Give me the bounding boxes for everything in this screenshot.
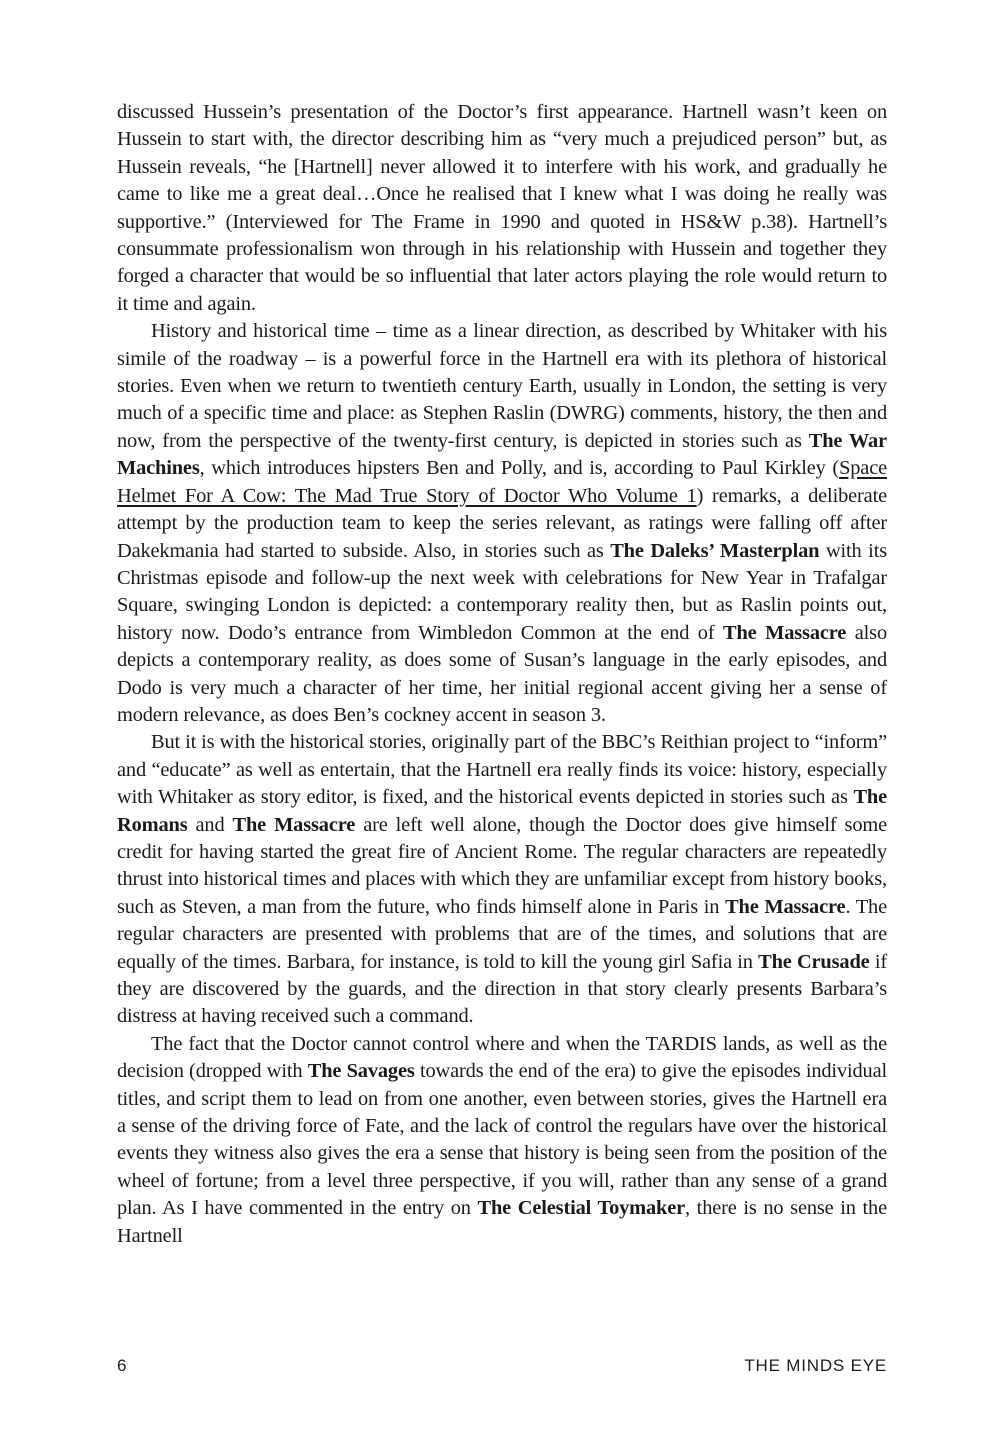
text-run: ) remarks, a deliberate attempt by the production team to keep the series relevant, as ratings were falling off after Dakekmania had started to subside. Also, in stories such as: [117, 484, 887, 562]
text-run: The fact that the Doctor cannot control where and when the TARDIS lands, as well as the decision (dropped with: [117, 1032, 887, 1083]
text-run: The Savages: [307, 1060, 415, 1083]
text-run: The Massacre: [232, 813, 356, 836]
paragraph: [117, 1031, 887, 1250]
page-footer: [117, 1356, 887, 1376]
paragraph: [117, 729, 887, 1030]
page-number: 6: [117, 1356, 127, 1375]
text-run: History and historical time – time as a linear direction, as described by Whitaker with his simile of the roadway – is a powerful force in the Hartnell era with its plethora of historical stories. Even when we return to twentieth century Earth, usually in London, the setting is very much of a specific time and place: as Stephen Raslin (DWRG) comments, history, the then and now, from the perspective of the twenty-first century, is depicted in stories such as: [117, 320, 887, 452]
text-run: But it is with the historical stories, originally part of the BBC’s Reithian project to “inform” and “educate” as well as entertain, that the Hartnell era really finds its voice: history, especially with Whitaker as story editor, is fixed, and the historical events depicted in stories such as: [117, 731, 887, 809]
text-run: The Romans: [117, 786, 887, 836]
page-body: [117, 99, 887, 1250]
text-run: towards the end of the era) to give the episodes individual titles, and script them to lead on from one another, even between stories, gives the Hartnell era a sense of the driving force of Fate, and the lack of control the regulars have over the historical events they witness also gives the era a sense that history is being seen from the position of the wheel of fortune; from a level three perspective, if you will, rather than any sense of a grand plan. As I have commented in the entry on: [117, 1060, 888, 1220]
text-run: The Massacre: [723, 621, 847, 644]
paragraph: [117, 99, 887, 318]
running-title: THE MINDS EYE: [744, 1356, 887, 1375]
paragraph: [117, 318, 887, 729]
text-run: are left well alone, though the Doctor does give himself some credit for having started the great fire of Ancient Rome. The regular characters are repeatedly thrust into historical times and places with which they are unfamiliar except from history books, such as Steven, a man from the future, who finds himself alone in Paris in: [117, 813, 888, 918]
text-run: The Daleks’ Masterplan: [610, 539, 820, 562]
text-run: if they are discovered by the guards, and the direction in that story clearly presents Barbara’s distress at having received such a command.: [117, 950, 887, 1028]
text-run: and: [187, 813, 233, 836]
text-run: The Crusade: [758, 950, 870, 973]
text-run: The War Machines: [117, 429, 887, 480]
text-run: The Massacre: [725, 895, 846, 918]
text-run: with its Christmas episode and follow-up the next week with celebrations for New Year in Trafalgar Square, swinging London is depicted: a contemporary reality then, but as Raslin points out, history now. Dodo’s entrance from Wimbledon Common at the end of: [117, 539, 888, 644]
text-run: also depicts a contemporary reality, as does some of Susan’s language in the early episodes, and Dodo is very much a character of her time, her initial regional accent giving her a sense of modern relevance, as does Ben’s cockney accent in season 3.: [117, 621, 887, 726]
text-run: discussed Hussein’s presentation of the Doctor’s first appearance. Hartnell wasn’t keen on Hussein to start with, the director describing him as “very much a prejudiced person” but, as Hussein reveals, “he [Hartnell] never allowed it to interfere with his work, and gradually he came to like me a great deal…Once he realised that I knew what I was doing he really was supportive.” (Interviewed for The Frame in 1990 and quoted in HS&W p.38). Hartnell’s consummate professionalism won through in his relationship with Hussein and together they forged a character that would be so influential that later actors playing the role would return to it time and again.: [117, 101, 887, 315]
text-run: , there is no sense in the Hartnell: [117, 1197, 887, 1247]
text-run: The Celestial Toymaker: [477, 1197, 686, 1220]
text-run: . The regular characters are presented with problems that are of the times, and solutions that are equally of the times. Barbara, for instance, is told to kill the young girl Safia in: [117, 895, 887, 973]
text-run: Space Helmet For A Cow: The Mad True Story of Doctor Who Volume 1: [117, 457, 887, 507]
text-run: , which introduces hipsters Ben and Polly, and is, according to Paul Kirkley (: [199, 457, 840, 480]
